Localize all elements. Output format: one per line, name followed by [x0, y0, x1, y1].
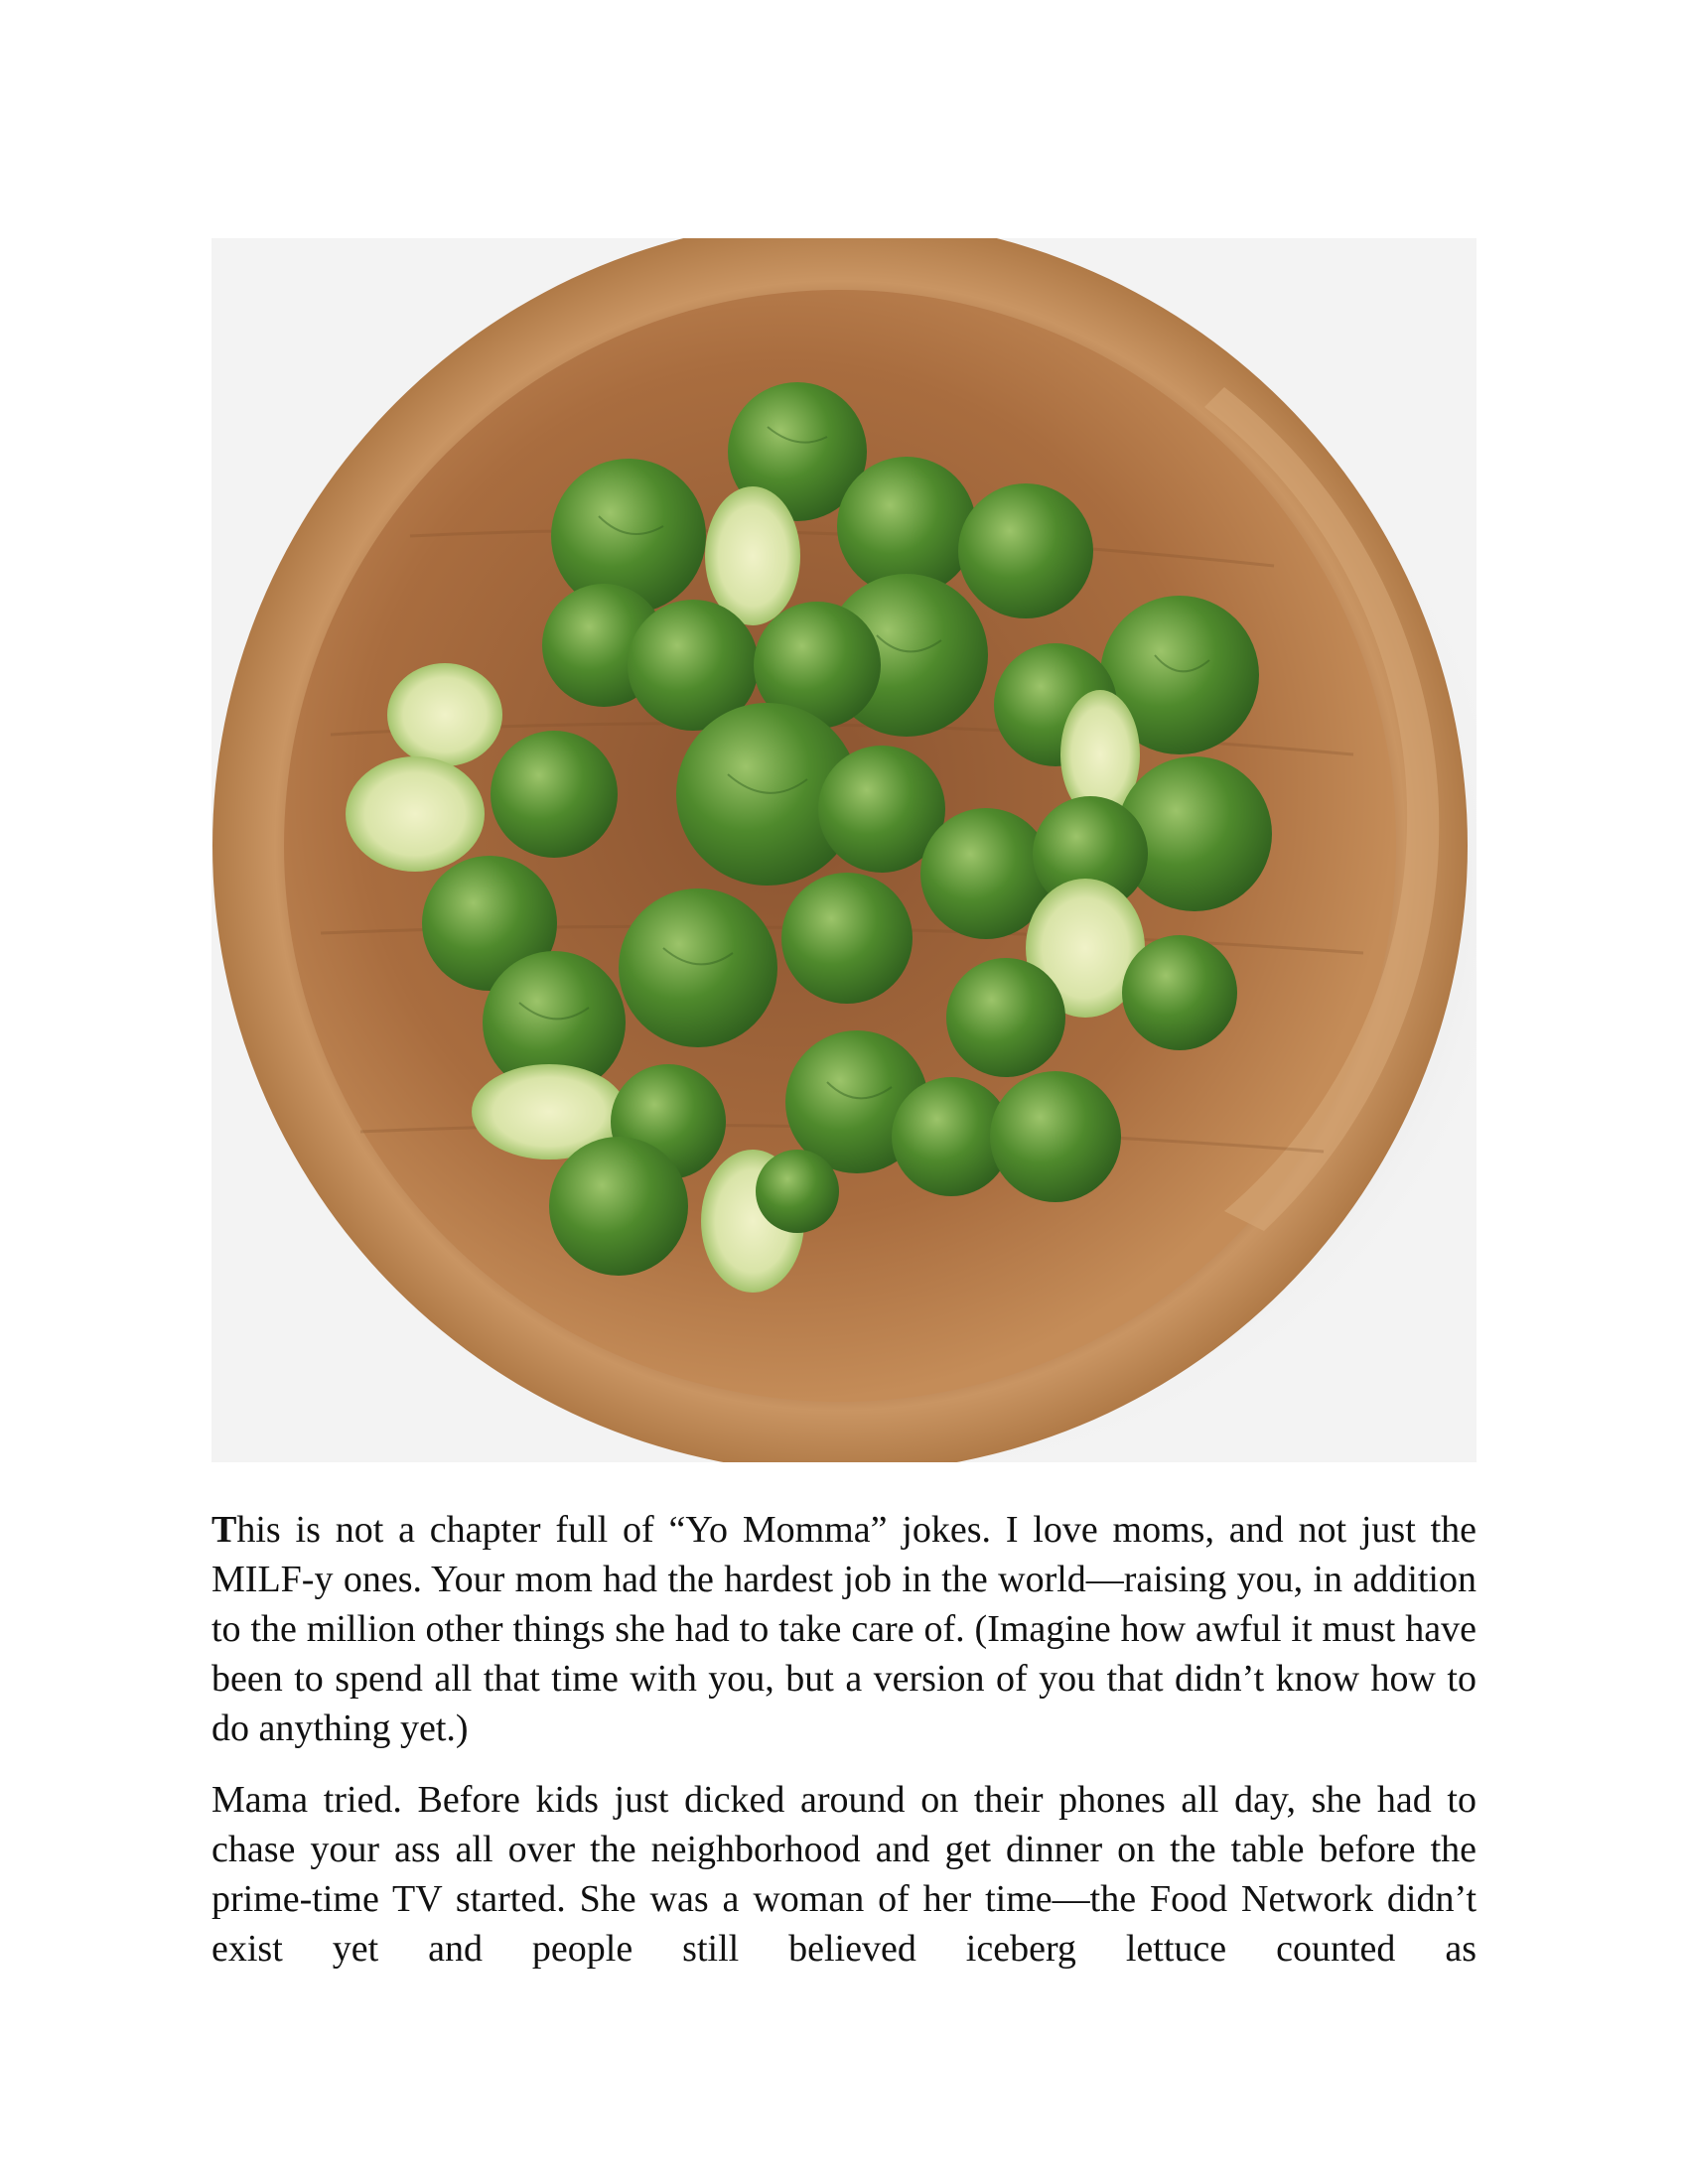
paragraph-initial: T: [211, 1509, 237, 1551]
paragraph-1-text: his is not a chapter full of “Yo Momma” jokes. I love moms, and not just the MILF-y ones. Your mom had the hardest job in the world—raising you, in addition to the million other things she had to take care of. (Imagine how awful it must have been to spend all that time with you, but a version of you that didn’t know how to do anything yet.): [211, 1509, 1477, 1749]
body-text: [211, 1505, 1477, 1995]
brussels-sprouts-photo: [211, 238, 1477, 1462]
bowl-illustration: [211, 238, 1477, 1462]
paragraph-2-text: Mama tried. Before kids just dicked around on their phones all day, she had to chase your ass all over the neighborhood and get dinner on the table before the prime-time TV started. She was a woman of her time—the Food Network didn’t exist yet and people still believed iceberg lettuce counted as: [211, 1779, 1477, 1970]
paragraph-1: [211, 1505, 1477, 1753]
paragraph-2: [211, 1775, 1477, 1974]
